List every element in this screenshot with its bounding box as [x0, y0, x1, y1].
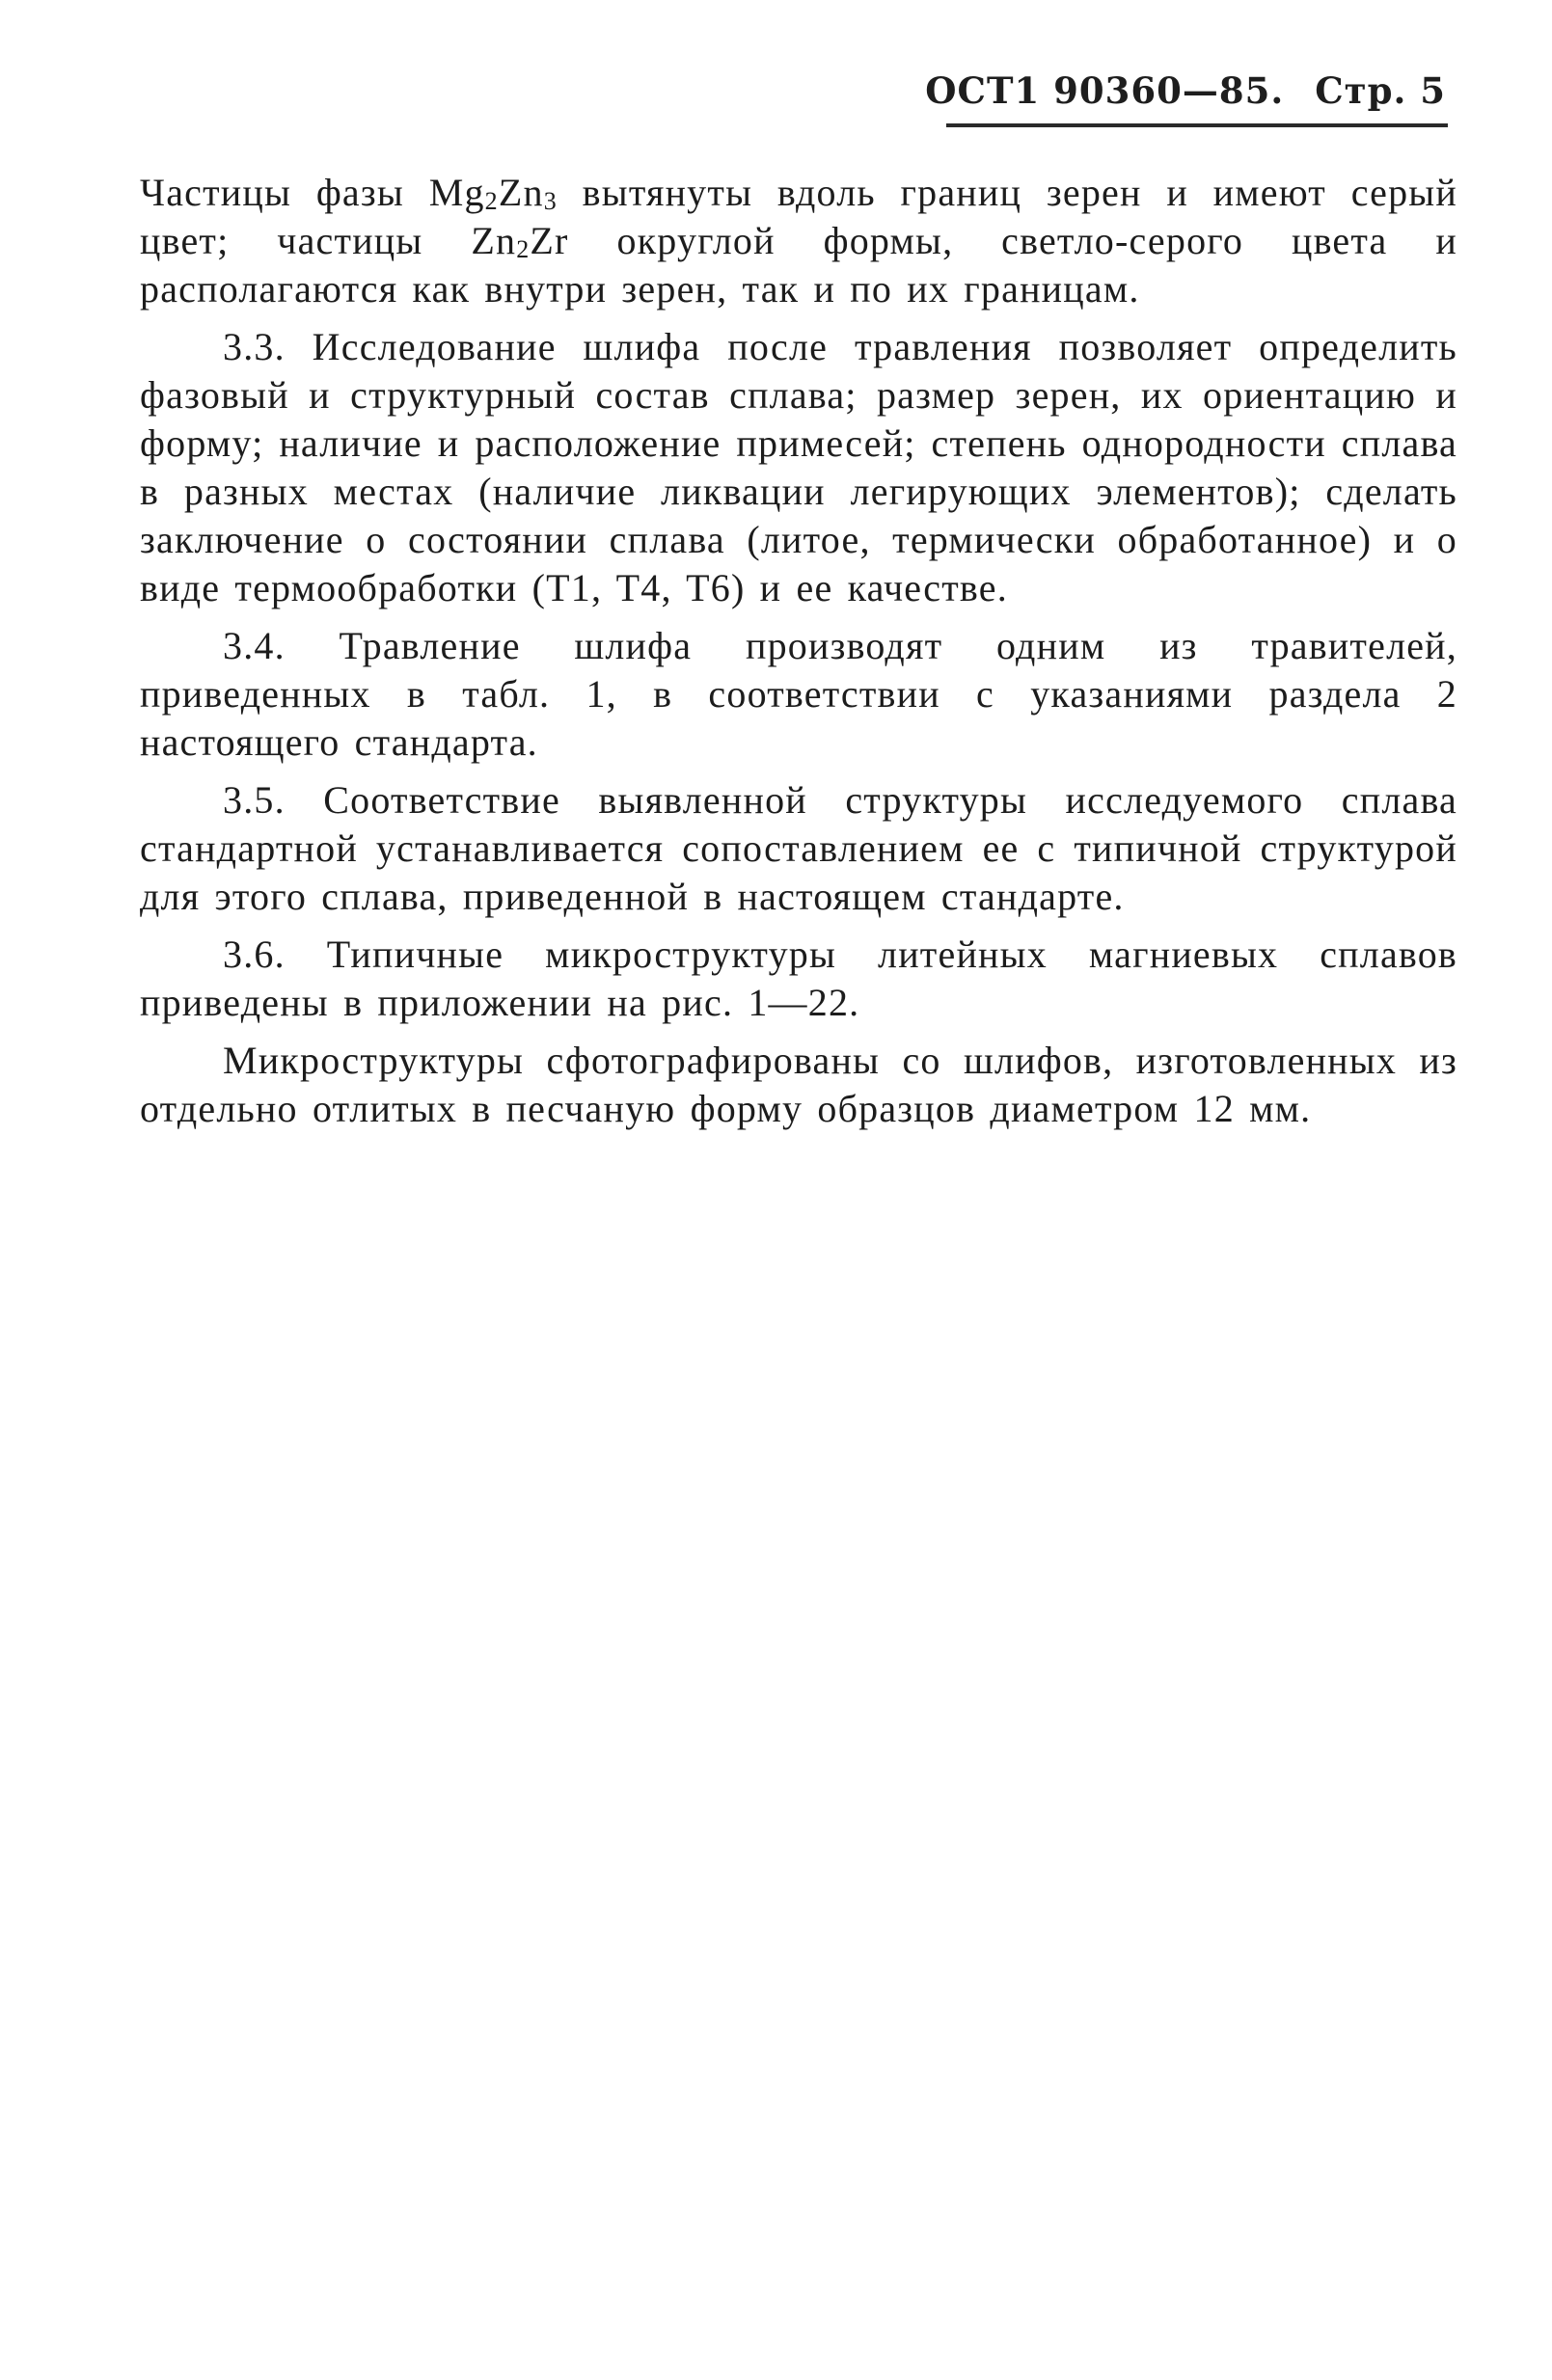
header-underline — [946, 123, 1448, 127]
paragraph-microstructures: Микроструктуры сфотографированы со шлифов, изготовленных из отдельно отлитых в песчаную форму образцов диаметром 12 мм. — [140, 1039, 1457, 1130]
paragraph-3-5: 3.5. Соответствие выявленной структуры исследуемого сплава стандартной устанавливается сопоставлением ее с типичной структурой для этого сплава, приведенной в настоящем стандарте. — [140, 778, 1457, 918]
subscript-zn: 3 — [543, 187, 558, 215]
subscript-zn2: 2 — [516, 235, 531, 263]
page-header — [925, 69, 1446, 112]
phase-text-middle: вытянуты вдоль границ зерен и имеют серый цвет; частицы Zn — [140, 171, 1457, 262]
phase-text-zn: Zn — [498, 171, 544, 214]
subscript-mg: 2 — [484, 187, 499, 215]
paragraph-3-4: 3.4. Травление шлифа производят одним из травителей, приведенных в табл. 1, в соответствии с указаниями раздела 2 настоящего стандарта. — [140, 624, 1457, 764]
paragraph-phases — [140, 169, 1457, 313]
paragraph-3-6: 3.6. Типичные микроструктуры литейных магниевых сплавов приведены в приложении на рис. 1—22. — [140, 933, 1457, 1024]
page-number: Стр. 5 — [1315, 69, 1446, 112]
body-text — [140, 169, 1457, 1143]
phase-text-start: Частицы фазы Mg — [140, 171, 485, 214]
standard-number: ОСТ1 90360—85. — [925, 69, 1285, 112]
paragraph-3-3: 3.3. Исследование шлифа после травления позволяет определить фазовый и структурный состав сплава; размер зерен, их ориентацию и форму; наличие и расположение примесей; степень однородности сплава в разных местах (наличие ликвации легирующих элементов); сделать заключение о состоянии сплава (литое, термически обработанное) и о виде термообработки (T1, T4, T6) и ее качестве. — [140, 325, 1457, 609]
phase-text-end: Zr округлой формы, светло-серого цвета и располагаются как внутри зерен, так и по их границам. — [140, 219, 1457, 311]
